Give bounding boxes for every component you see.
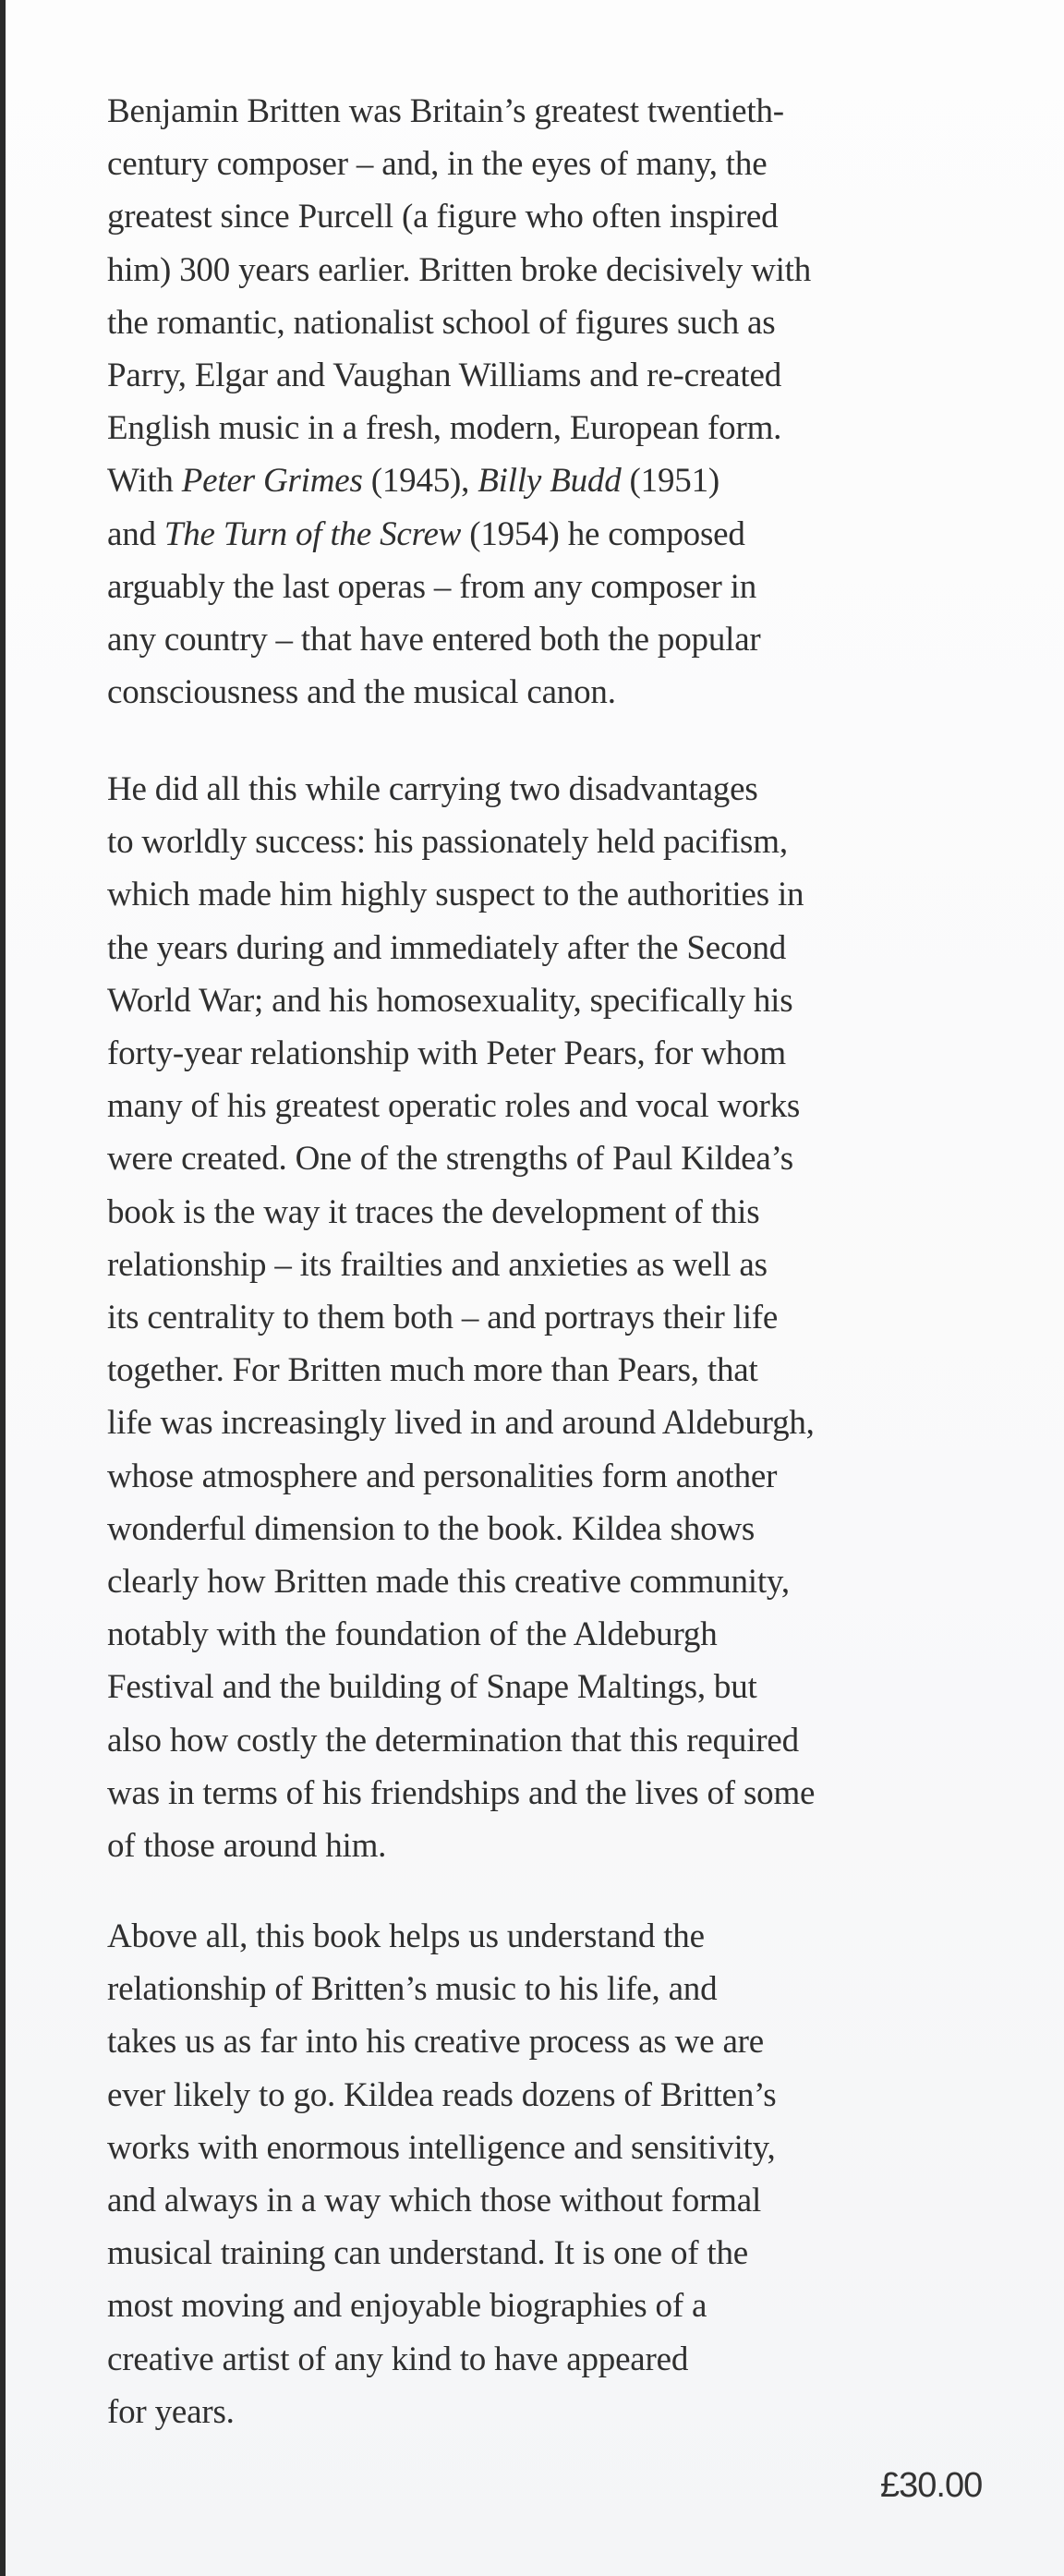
blurb-paragraph-1 [107, 85, 811, 719]
text-line: wonderful dimension to the book. Kildea shows [107, 1509, 756, 1548]
text-line: of those around him. [107, 1827, 387, 1866]
blurb-paragraph-2 [107, 763, 815, 1872]
text-line: musical training can understand. It is one of the [107, 2234, 749, 2273]
text-line: was in terms of his friendships and the lives of some [107, 1773, 816, 1812]
text-line: greatest since Purcell (a figure who often inspired [107, 198, 779, 236]
text-line: Benjamin Britten was Britain’s greatest twentieth- [107, 92, 784, 130]
text-line: for years. [107, 2392, 235, 2431]
blurb-paragraph-3 [107, 1910, 776, 2438]
work-title: Peter Grimes [181, 462, 363, 501]
text-line: the years during and immediately after the Second [107, 928, 787, 967]
text-line: works with enormous intelligence and sensitivity, [107, 2128, 776, 2167]
text-line: ever likely to go. Kildea reads dozens of Britten’s [107, 2075, 777, 2114]
text-line: life was increasingly lived in and around Aldeburgh, [107, 1404, 815, 1443]
text-line: and always in a way which those without formal [107, 2182, 762, 2220]
text-line: also how costly the determination that this required [107, 1721, 799, 1760]
text-line: which made him highly suspect to the authorities in [107, 876, 804, 914]
text-line: consciousness and the musical canon. [107, 673, 616, 712]
price-label: £30.00 [880, 2466, 983, 2505]
text-line: were created. One of the strengths of Paul Kildea’s [107, 1140, 793, 1179]
text-line: the romantic, nationalist school of figures such as [107, 303, 776, 342]
text-line: relationship – its frailties and anxieties as well as [107, 1245, 768, 1284]
work-title: Billy Budd [478, 462, 622, 501]
text-line: any country – that have entered both the popular [107, 621, 761, 659]
text-line: Parry, Elgar and Vaughan Williams and re-created [107, 357, 782, 395]
text-line: to worldly success: his passionately held pacifism, [107, 823, 788, 862]
text-line: many of his greatest operatic roles and vocal works [107, 1087, 801, 1126]
text-line: English music in a fresh, modern, European form. [107, 409, 782, 448]
text-line: World War; and his homosexuality, specifically his [107, 981, 793, 1020]
text-line: creative artist of any kind to have appeared [107, 2340, 689, 2378]
text-line: forty-year relationship with Peter Pears, for whom [107, 1034, 786, 1073]
text-line: relationship of Britten’s music to his life, and [107, 1970, 718, 2009]
text-line: Above all, this book helps us understand the [107, 1917, 705, 1955]
text-line: together. For Britten much more than Pears, that [107, 1351, 758, 1390]
text-line: Festival and the building of Snape Maltings, but [107, 1668, 757, 1707]
text-line: clearly how Britten made this creative community, [107, 1563, 790, 1602]
text-line: notably with the foundation of the Aldeburgh [107, 1615, 718, 1654]
text-line: takes us as far into his creative process as we are [107, 2023, 765, 2062]
text-line: book is the way it traces the development of this [107, 1192, 760, 1231]
text-line: With Peter Grimes (1945), Billy Budd (1951) [107, 462, 719, 501]
text-line: whose atmosphere and personalities form another [107, 1457, 778, 1495]
cover-edge [0, 0, 6, 2576]
text-line: most moving and enjoyable biographies of a [107, 2287, 707, 2326]
text-line: arguably the last operas – from any composer in [107, 567, 756, 606]
text-line: He did all this while carrying two disadvantages [107, 770, 758, 808]
text-line: him) 300 years earlier. Britten broke decisively with [107, 250, 812, 289]
text-line: century composer – and, in the eyes of many, the [107, 145, 768, 184]
work-title: The Turn of the Screw [163, 514, 462, 553]
text-line: and The Turn of the Screw (1954) he composed [107, 514, 745, 553]
text-line: its centrality to them both – and portrays their life [107, 1299, 779, 1337]
